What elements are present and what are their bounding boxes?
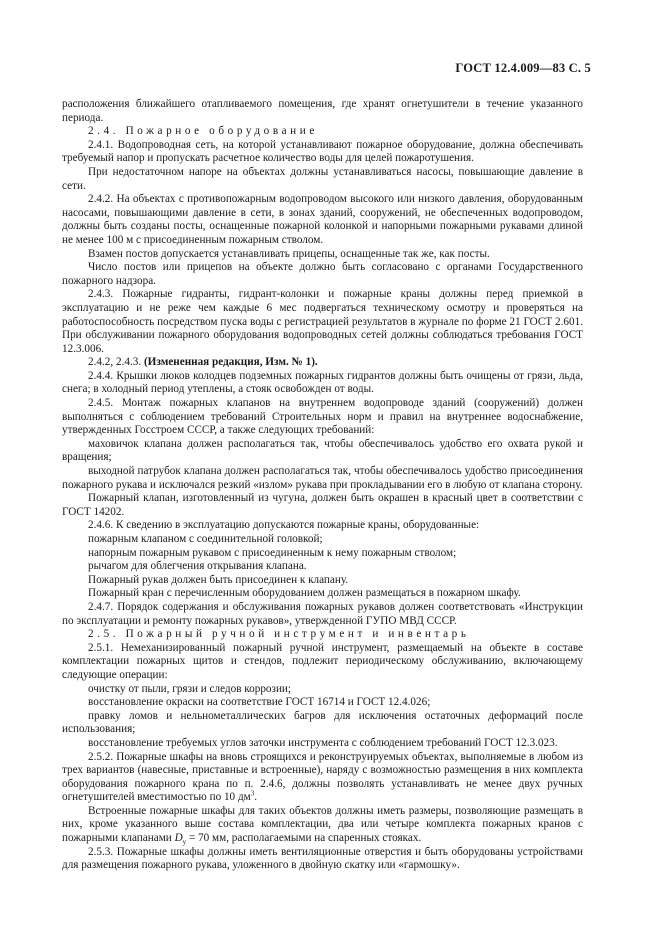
paragraph-text: 2.5.2. Пожарные шкафы на вновь строящихся и реконструируемых объектах, выполняемые в любом из трех вариантов (навесные, приставные и встроенные), наряду с возможностью размещения в них комплекта оборудования пожарного крана по п. 2.4.6, должны позволять устанавливать не менее двух ручных огнетушителей вместимостью по 10 дм	[62, 750, 583, 804]
paragraph: 2.4.7. Порядок содержания и обслуживания пожарных рукавов должен соответствовать «Инструкции по эксплуатации и ремонту пожарных рукавов», утвержденной ГУПО МВД СССР.	[62, 600, 583, 627]
paragraph: Взамен постов допускается устанавливать прицепы, оснащенные так же, как посты.	[88, 247, 490, 260]
paragraph: Пожарный клапан, изготовленный из чугуна, должен быть окрашен в красный цвет в соответствии с ГОСТ 14202.	[62, 492, 583, 518]
paragraph: расположения ближайшего отапливаемого помещения, где хранят огнетушители в течение указанного периода.	[62, 98, 583, 124]
paragraph-end: = 70 мм, располагаемыми на спаренных стояках.	[186, 832, 422, 845]
paragraph: 2.4.2. На объектах с противопожарным водопроводом высокого или низкого давления, оборудованным насосами, повышающими давление в сети, в зонах зданий, сооружений, не обеспеченных водопроводом, должны быть созданы посты, оснащенные пожарной колонкой и напорными пожарными рукавами длиной не менее 100 м с присоединенным пожарным стволом.	[62, 193, 583, 246]
paragraph: 2.4.5. Монтаж пожарных клапанов на внутреннем водопроводе зданий (сооружений) должен выполняться с соблюдением требований Строительных норм и правил на внутреннее водоснабжение, утвержденных Госстроем СССР, а также следующих требований:	[62, 397, 583, 437]
paragraph	[62, 751, 583, 805]
paragraph: 2.4.4. Крышки люков колодцев подземных пожарных гидрантов должны быть очищены от грязи, льда, снега; в холодный период утеплены, а стояк освобожден от воды.	[62, 369, 583, 396]
paragraph: 2.5.3. Пожарные шкафы должны иметь вентиляционные отверстия и быть оборудованы устройствами для размещения пожарного рукава, уложенного в двойную скатку или «гармошку».	[62, 845, 583, 872]
list-item: рычагом для облегчения открывания клапана.	[88, 560, 307, 573]
amendment-note	[62, 356, 583, 370]
list-item: очистку от пыли, грязи и следов коррозии;	[88, 682, 292, 695]
paragraph-text: Встроенные пожарные шкафы для таких объектов должны иметь размеры, позволяющие размещать в них, кроме указанного выше состава комплектации, два или четыре комплекта пожарных кранов с пожарными клапанами	[62, 804, 583, 845]
paragraph: маховичок клапана должен располагаться так, чтобы обеспечивалось удобство его охвата рукой и вращения;	[62, 437, 583, 464]
amendment-clauses: 2.4.2, 2.4.3.	[88, 356, 142, 369]
superscript: 3	[250, 789, 255, 798]
list-item: правку ломов и нельнометаллических багров для исключения остаточных деформаций после использования;	[62, 709, 583, 736]
list-item: пожарным клапаном с соединительной головкой;	[88, 533, 323, 545]
paragraph: Пожарный рукав должен быть присоединен к клапану.	[88, 573, 349, 586]
document-body	[62, 98, 583, 873]
amendment-label: (Измененная редакция, Изм. № 1).	[143, 356, 318, 369]
paragraph: 2.4.1. Водопроводная сеть, на которой устанавливают пожарное оборудование, должна обеспечивать требуемый напор и пропускать расчетное количество воды для целей пожаротушения.	[62, 138, 583, 165]
paragraph: Число постов или прицепов на объекте должно быть согласовано с органами Государственного пожарного надзора.	[62, 261, 583, 287]
paragraph: При недостаточном напоре на объектах должны устанавливаться насосы, повышающие давление в сети.	[62, 165, 583, 192]
page-header: ГОСТ 12.4.009—83 С. 5	[455, 61, 591, 75]
paragraph-end: .	[254, 791, 258, 804]
paragraph: 2.4.6. К сведению в эксплуатацию допускаются пожарные краны, оборудованные:	[88, 519, 480, 532]
paragraph: выходной патрубок клапана должен располагаться так, чтобы обеспечивалось удобство присоединения пожарного рукава и исключался резкий «излом» рукава при прокладывании его в любую от клапана сторону.	[62, 465, 583, 491]
subscript: y	[182, 838, 187, 847]
list-item: восстановление требуемых углов заточки инструмента с соблюдением требований ГОСТ 12.3.023.	[88, 736, 558, 749]
paragraph: 2.4.3. Пожарные гидранты, гидрант-колонки и пожарные краны должны перед приемкой в эксплуатацию и не реже чем каждые 6 мес подвергаться техническому осмотру и проверяться на работоспособность посредством пуска воды с регистрацией результатов в журнале по форме 21 ГОСТ 2.601. При обслуживании пожарного оборудования водопроводных сетей должны соблюдаться требования ГОСТ 12.3.006.	[62, 288, 583, 355]
section-heading: 2.4. Пожарное оборудование	[88, 125, 318, 138]
section-heading: 2.5. Пожарный ручной инструмент и инвентарь	[88, 628, 470, 641]
paragraph: Пожарный кран с перечисленным оборудованием должен размещаться в пожарном шкафу.	[88, 587, 521, 600]
list-item: напорным пожарным рукавом с присоединенным к нему пожарным стволом;	[88, 546, 457, 559]
symbol-d: D	[174, 832, 183, 845]
paragraph	[62, 805, 583, 846]
list-item: восстановление окраски на соответствие ГОСТ 16714 и ГОСТ 12.4.026;	[88, 696, 431, 709]
paragraph: 2.5.1. Немеханизированный пожарный ручной инструмент, размещаемый на объекте в составе комплектации пожарных щитов и стендов, подлежит периодическому обслуживанию, включающему следующие операции:	[62, 641, 583, 681]
